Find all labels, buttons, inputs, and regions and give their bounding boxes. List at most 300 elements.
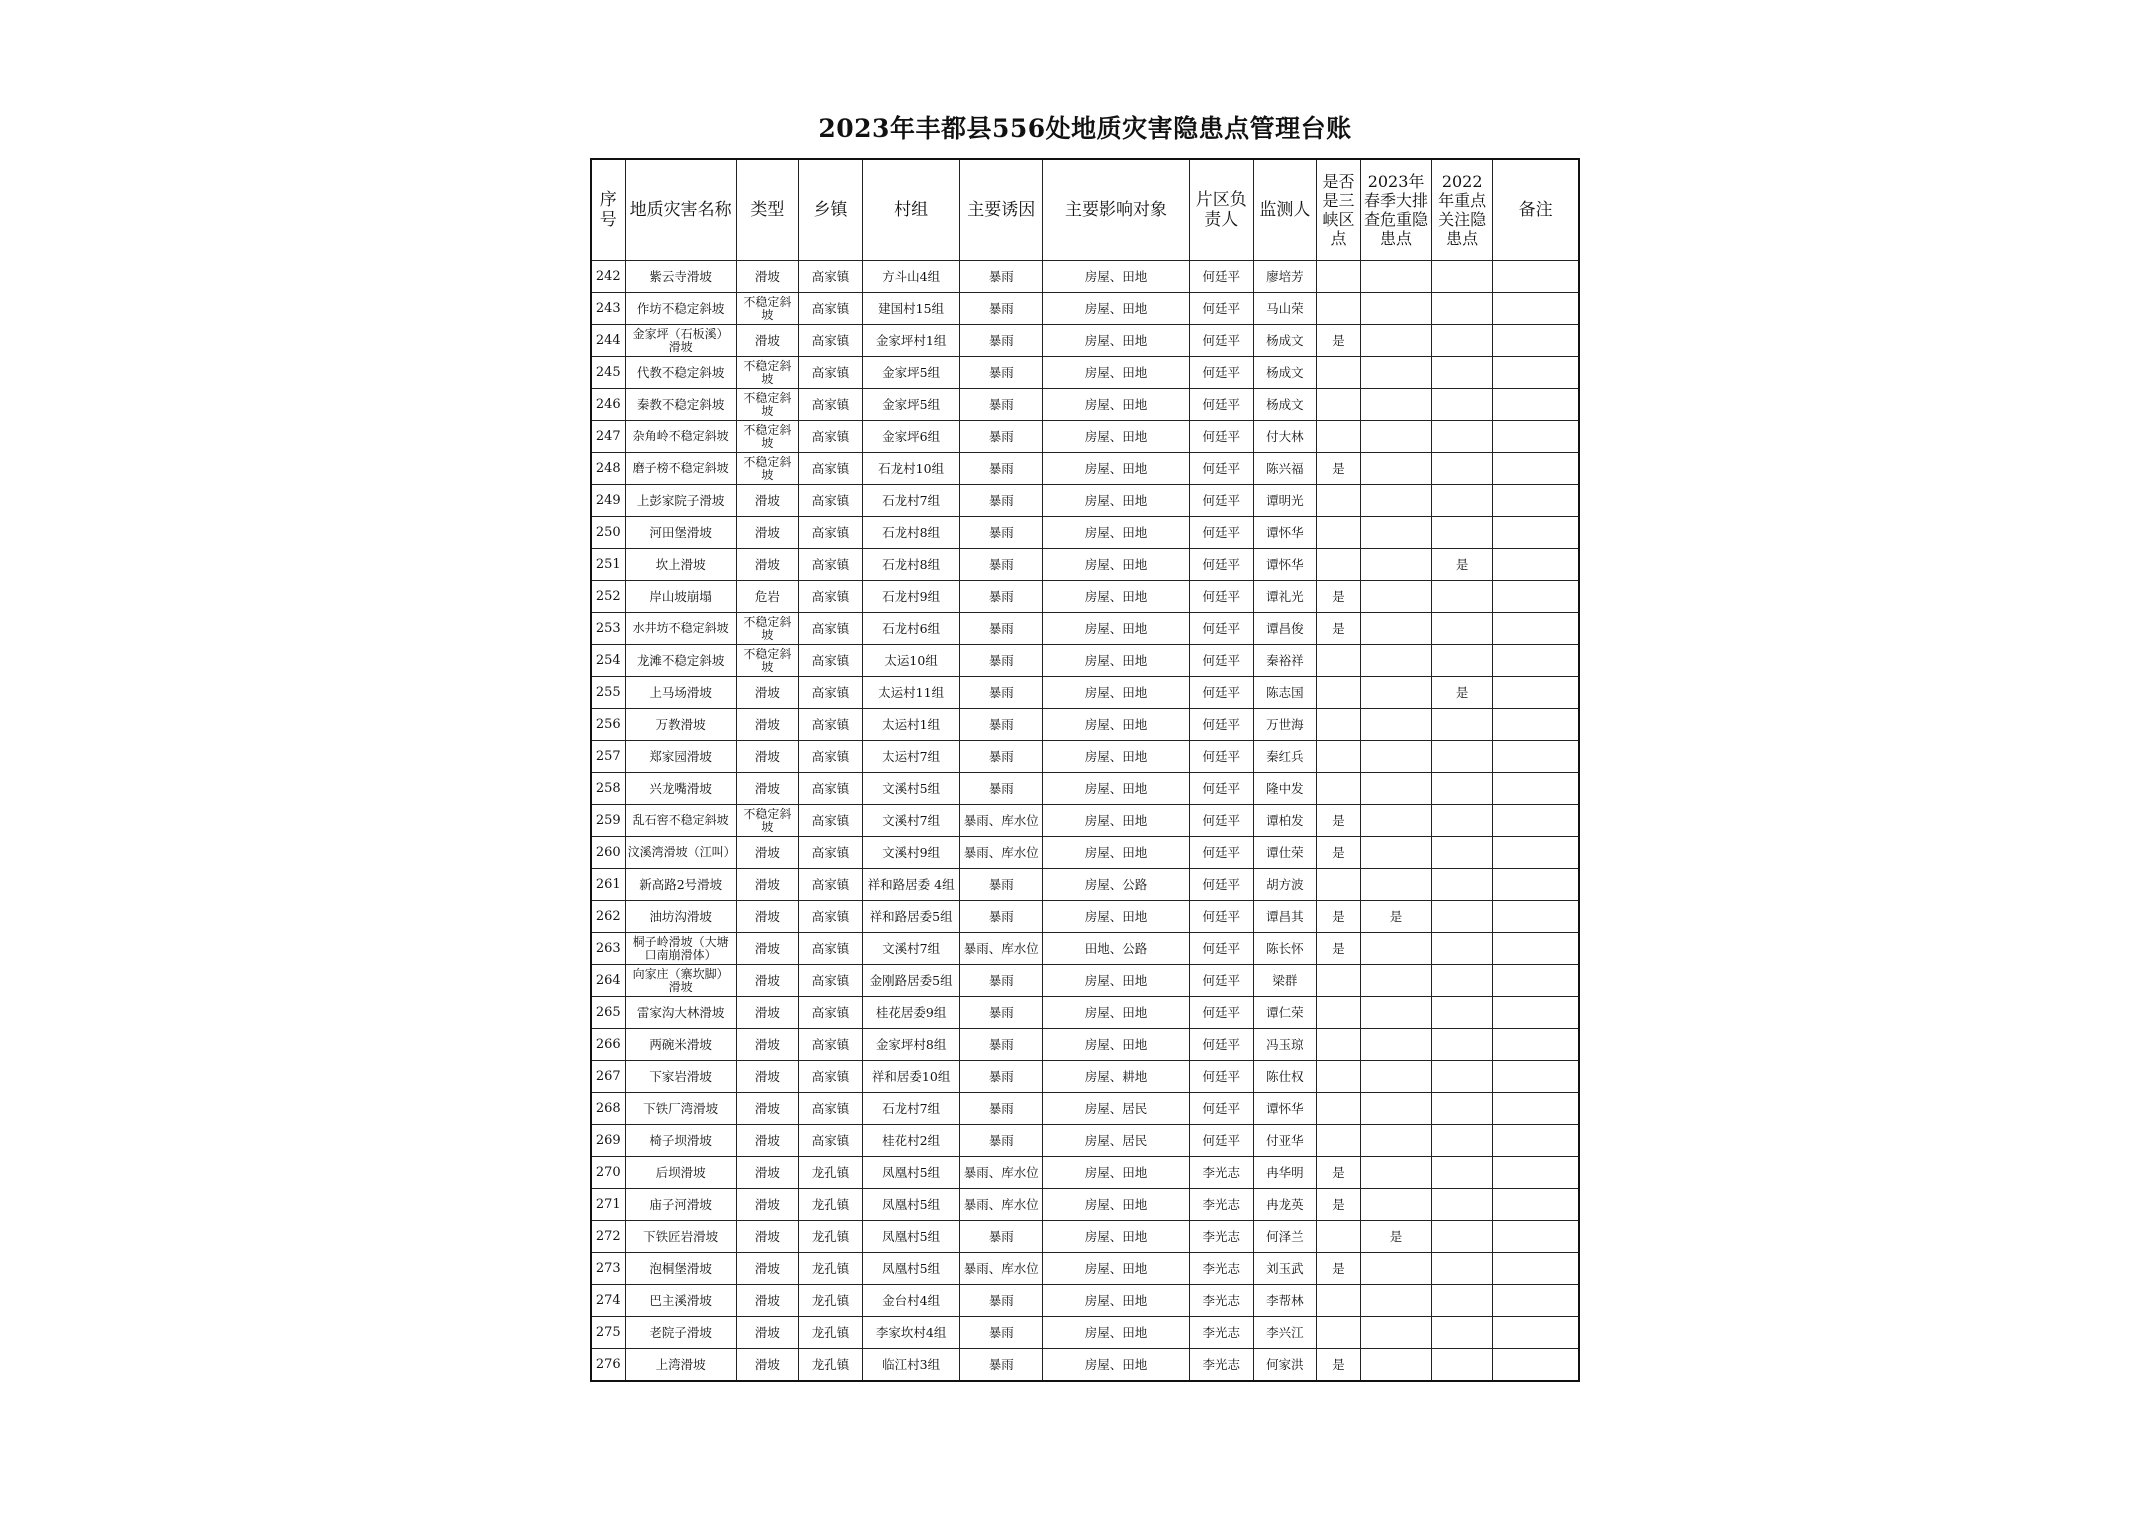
table-row [591, 1221, 1579, 1253]
cell-monitor: 谭怀华 [1253, 1093, 1316, 1125]
cell-township: 高家镇 [798, 261, 862, 293]
cell-monitor: 付大林 [1253, 421, 1316, 453]
cell-three-gorges [1316, 1029, 1360, 1061]
cell-focus-2022 [1432, 997, 1493, 1029]
cell-focus-2022 [1432, 293, 1493, 325]
cell-index: 276 [591, 1349, 625, 1382]
cell-spring-2023-critical [1360, 933, 1431, 965]
cell-township: 龙孔镇 [798, 1317, 862, 1349]
cell-main-cause: 暴雨、库水位 [960, 1157, 1043, 1189]
cell-village-group: 方斗山4组 [863, 261, 960, 293]
cell-main-cause: 暴雨 [960, 901, 1043, 933]
cell-village-group: 太运村1组 [863, 709, 960, 741]
cell-focus-2022 [1432, 773, 1493, 805]
cell-area-manager: 何廷平 [1189, 613, 1253, 645]
cell-three-gorges [1316, 1317, 1360, 1349]
col-header-type: 类型 [736, 159, 798, 261]
cell-affected-objects: 房屋、田地 [1043, 773, 1189, 805]
cell-area-manager: 何廷平 [1189, 549, 1253, 581]
cell-spring-2023-critical [1360, 677, 1431, 709]
cell-three-gorges [1316, 1125, 1360, 1157]
table-row [591, 581, 1579, 613]
cell-affected-objects: 房屋、田地 [1043, 1317, 1189, 1349]
cell-type: 滑坡 [736, 1317, 798, 1349]
cell-hazard-name: 金家坪（石板溪）滑坡 [625, 325, 736, 357]
cell-affected-objects: 房屋、耕地 [1043, 1061, 1189, 1093]
cell-three-gorges [1316, 357, 1360, 389]
cell-index: 251 [591, 549, 625, 581]
cell-hazard-name: 磨子榜不稳定斜坡 [625, 453, 736, 485]
cell-spring-2023-critical [1360, 805, 1431, 837]
cell-index: 268 [591, 1093, 625, 1125]
cell-village-group: 金刚路居委5组 [863, 965, 960, 997]
cell-hazard-name: 下铁匠岩滑坡 [625, 1221, 736, 1253]
cell-affected-objects: 房屋、居民 [1043, 1125, 1189, 1157]
cell-index: 271 [591, 1189, 625, 1221]
cell-area-manager: 何廷平 [1189, 389, 1253, 421]
cell-village-group: 祥和路居委5组 [863, 901, 960, 933]
cell-township: 高家镇 [798, 613, 862, 645]
cell-focus-2022 [1432, 901, 1493, 933]
cell-focus-2022 [1432, 1285, 1493, 1317]
cell-index: 257 [591, 741, 625, 773]
cell-main-cause: 暴雨 [960, 1285, 1043, 1317]
table-row [591, 357, 1579, 389]
cell-area-manager: 何廷平 [1189, 645, 1253, 677]
col-header-spring-2023-critical: 2023年春季大排查危重隐患点 [1360, 159, 1431, 261]
cell-spring-2023-critical [1360, 421, 1431, 453]
cell-focus-2022 [1432, 1061, 1493, 1093]
cell-index: 259 [591, 805, 625, 837]
cell-type: 不稳定斜坡 [736, 389, 798, 421]
cell-remarks [1493, 1125, 1579, 1157]
cell-remarks [1493, 933, 1579, 965]
cell-affected-objects: 田地、公路 [1043, 933, 1189, 965]
cell-affected-objects: 房屋、田地 [1043, 581, 1189, 613]
cell-remarks [1493, 421, 1579, 453]
cell-affected-objects: 房屋、田地 [1043, 1221, 1189, 1253]
cell-township: 高家镇 [798, 325, 862, 357]
cell-area-manager: 李光志 [1189, 1157, 1253, 1189]
cell-area-manager: 李光志 [1189, 1285, 1253, 1317]
cell-township: 高家镇 [798, 517, 862, 549]
cell-remarks [1493, 1349, 1579, 1382]
cell-affected-objects: 房屋、田地 [1043, 741, 1189, 773]
cell-area-manager: 何廷平 [1189, 837, 1253, 869]
table-row [591, 677, 1579, 709]
cell-monitor: 杨成文 [1253, 357, 1316, 389]
cell-type: 不稳定斜坡 [736, 357, 798, 389]
cell-remarks [1493, 1285, 1579, 1317]
cell-area-manager: 何廷平 [1189, 357, 1253, 389]
cell-focus-2022 [1432, 357, 1493, 389]
table-row [591, 1029, 1579, 1061]
cell-focus-2022 [1432, 837, 1493, 869]
cell-affected-objects: 房屋、田地 [1043, 901, 1189, 933]
cell-hazard-name: 椅子坝滑坡 [625, 1125, 736, 1157]
cell-hazard-name: 上马场滑坡 [625, 677, 736, 709]
cell-type: 滑坡 [736, 1157, 798, 1189]
cell-village-group: 凤凰村5组 [863, 1221, 960, 1253]
cell-area-manager: 何廷平 [1189, 325, 1253, 357]
cell-type: 滑坡 [736, 677, 798, 709]
cell-type: 滑坡 [736, 997, 798, 1029]
cell-three-gorges [1316, 1093, 1360, 1125]
cell-hazard-name: 桐子岭滑坡（大塘口南崩滑体） [625, 933, 736, 965]
cell-type: 滑坡 [736, 261, 798, 293]
cell-three-gorges [1316, 549, 1360, 581]
cell-main-cause: 暴雨 [960, 485, 1043, 517]
cell-focus-2022 [1432, 1317, 1493, 1349]
cell-type: 滑坡 [736, 1093, 798, 1125]
cell-monitor: 何泽兰 [1253, 1221, 1316, 1253]
cell-three-gorges [1316, 997, 1360, 1029]
cell-focus-2022 [1432, 1253, 1493, 1285]
cell-monitor: 冯玉琼 [1253, 1029, 1316, 1061]
cell-index: 260 [591, 837, 625, 869]
cell-remarks [1493, 581, 1579, 613]
cell-index: 253 [591, 613, 625, 645]
cell-village-group: 祥和路居委 4组 [863, 869, 960, 901]
cell-main-cause: 暴雨 [960, 645, 1043, 677]
cell-type: 滑坡 [736, 901, 798, 933]
cell-focus-2022 [1432, 1029, 1493, 1061]
cell-three-gorges: 是 [1316, 805, 1360, 837]
cell-type: 滑坡 [736, 1029, 798, 1061]
cell-remarks [1493, 869, 1579, 901]
col-header-three-gorges: 是否是三峡区点 [1316, 159, 1360, 261]
table-row [591, 485, 1579, 517]
cell-township: 龙孔镇 [798, 1349, 862, 1382]
cell-main-cause: 暴雨、库水位 [960, 837, 1043, 869]
cell-township: 高家镇 [798, 389, 862, 421]
cell-village-group: 文溪村7组 [863, 933, 960, 965]
cell-township: 高家镇 [798, 677, 862, 709]
cell-type: 滑坡 [736, 549, 798, 581]
cell-index: 274 [591, 1285, 625, 1317]
cell-monitor: 何家洪 [1253, 1349, 1316, 1382]
cell-remarks [1493, 709, 1579, 741]
cell-three-gorges: 是 [1316, 901, 1360, 933]
cell-hazard-name: 乱石窖不稳定斜坡 [625, 805, 736, 837]
cell-township: 高家镇 [798, 549, 862, 581]
cell-main-cause: 暴雨 [960, 709, 1043, 741]
table-row [591, 1061, 1579, 1093]
cell-township: 龙孔镇 [798, 1285, 862, 1317]
cell-affected-objects: 房屋、田地 [1043, 709, 1189, 741]
cell-three-gorges [1316, 293, 1360, 325]
cell-spring-2023-critical [1360, 837, 1431, 869]
cell-three-gorges [1316, 261, 1360, 293]
cell-focus-2022 [1432, 805, 1493, 837]
cell-focus-2022 [1432, 709, 1493, 741]
cell-index: 248 [591, 453, 625, 485]
cell-index: 256 [591, 709, 625, 741]
cell-focus-2022 [1432, 517, 1493, 549]
cell-affected-objects: 房屋、田地 [1043, 261, 1189, 293]
col-header-hazard-name: 地质灾害名称 [625, 159, 736, 261]
table-row [591, 613, 1579, 645]
cell-monitor: 陈兴福 [1253, 453, 1316, 485]
cell-type: 不稳定斜坡 [736, 613, 798, 645]
cell-type: 滑坡 [736, 517, 798, 549]
cell-village-group: 石龙村8组 [863, 549, 960, 581]
cell-spring-2023-critical [1360, 1093, 1431, 1125]
cell-affected-objects: 房屋、田地 [1043, 549, 1189, 581]
cell-village-group: 建国村15组 [863, 293, 960, 325]
cell-spring-2023-critical [1360, 293, 1431, 325]
cell-monitor: 谭柏发 [1253, 805, 1316, 837]
cell-spring-2023-critical [1360, 965, 1431, 997]
cell-focus-2022 [1432, 453, 1493, 485]
cell-area-manager: 何廷平 [1189, 677, 1253, 709]
cell-township: 龙孔镇 [798, 1189, 862, 1221]
cell-main-cause: 暴雨 [960, 1125, 1043, 1157]
cell-area-manager: 李光志 [1189, 1189, 1253, 1221]
cell-hazard-name: 秦教不稳定斜坡 [625, 389, 736, 421]
cell-affected-objects: 房屋、田地 [1043, 1189, 1189, 1221]
cell-area-manager: 何廷平 [1189, 581, 1253, 613]
document-title: 2023年丰都县556处地质灾害隐患点管理台账 [818, 114, 1352, 143]
cell-remarks [1493, 677, 1579, 709]
table-row [591, 837, 1579, 869]
cell-area-manager: 何廷平 [1189, 933, 1253, 965]
cell-area-manager: 何廷平 [1189, 709, 1253, 741]
cell-spring-2023-critical [1360, 1157, 1431, 1189]
cell-village-group: 凤凰村5组 [863, 1253, 960, 1285]
table-row [591, 325, 1579, 357]
cell-hazard-name: 万教滑坡 [625, 709, 736, 741]
cell-affected-objects: 房屋、田地 [1043, 421, 1189, 453]
cell-main-cause: 暴雨 [960, 1093, 1043, 1125]
cell-village-group: 太运村11组 [863, 677, 960, 709]
cell-three-gorges: 是 [1316, 1157, 1360, 1189]
cell-spring-2023-critical [1360, 1349, 1431, 1382]
cell-monitor: 陈长怀 [1253, 933, 1316, 965]
cell-type: 滑坡 [736, 1189, 798, 1221]
cell-village-group: 文溪村7组 [863, 805, 960, 837]
cell-focus-2022: 是 [1432, 677, 1493, 709]
cell-hazard-name: 后坝滑坡 [625, 1157, 736, 1189]
cell-remarks [1493, 997, 1579, 1029]
cell-focus-2022 [1432, 261, 1493, 293]
cell-village-group: 金家坪6组 [863, 421, 960, 453]
cell-type: 不稳定斜坡 [736, 805, 798, 837]
cell-type: 滑坡 [736, 773, 798, 805]
cell-monitor: 谭明光 [1253, 485, 1316, 517]
cell-hazard-name: 河田堡滑坡 [625, 517, 736, 549]
cell-village-group: 金家坪5组 [863, 389, 960, 421]
table-row [591, 1349, 1579, 1382]
cell-three-gorges: 是 [1316, 933, 1360, 965]
cell-remarks [1493, 485, 1579, 517]
cell-focus-2022: 是 [1432, 549, 1493, 581]
cell-main-cause: 暴雨 [960, 517, 1043, 549]
table-row [591, 421, 1579, 453]
cell-index: 258 [591, 773, 625, 805]
cell-monitor: 廖培芳 [1253, 261, 1316, 293]
cell-spring-2023-critical [1360, 773, 1431, 805]
table-row [591, 261, 1579, 293]
cell-focus-2022 [1432, 1157, 1493, 1189]
col-header-focus-2022: 2022年重点关注隐患点 [1432, 159, 1493, 261]
cell-township: 龙孔镇 [798, 1221, 862, 1253]
cell-hazard-name: 兴龙嘴滑坡 [625, 773, 736, 805]
cell-hazard-name: 杂角岭不稳定斜坡 [625, 421, 736, 453]
cell-remarks [1493, 357, 1579, 389]
cell-type: 不稳定斜坡 [736, 293, 798, 325]
cell-remarks [1493, 1093, 1579, 1125]
cell-spring-2023-critical [1360, 741, 1431, 773]
cell-index: 255 [591, 677, 625, 709]
cell-village-group: 石龙村10组 [863, 453, 960, 485]
cell-village-group: 李家坎村4组 [863, 1317, 960, 1349]
cell-monitor: 冉华明 [1253, 1157, 1316, 1189]
cell-village-group: 石龙村6组 [863, 613, 960, 645]
table-row [591, 1157, 1579, 1189]
cell-index: 266 [591, 1029, 625, 1061]
cell-three-gorges: 是 [1316, 837, 1360, 869]
cell-main-cause: 暴雨 [960, 677, 1043, 709]
cell-spring-2023-critical [1360, 517, 1431, 549]
cell-monitor: 谭怀华 [1253, 517, 1316, 549]
cell-hazard-name: 郑家园滑坡 [625, 741, 736, 773]
cell-main-cause: 暴雨 [960, 1317, 1043, 1349]
cell-area-manager: 何廷平 [1189, 773, 1253, 805]
cell-area-manager: 何廷平 [1189, 741, 1253, 773]
cell-three-gorges [1316, 517, 1360, 549]
cell-township: 高家镇 [798, 421, 862, 453]
table-row [591, 965, 1579, 997]
cell-index: 261 [591, 869, 625, 901]
table-row [591, 741, 1579, 773]
cell-spring-2023-critical [1360, 1285, 1431, 1317]
cell-area-manager: 何廷平 [1189, 869, 1253, 901]
cell-three-gorges [1316, 741, 1360, 773]
cell-main-cause: 暴雨 [960, 357, 1043, 389]
cell-affected-objects: 房屋、田地 [1043, 965, 1189, 997]
cell-hazard-name: 老院子滑坡 [625, 1317, 736, 1349]
cell-hazard-name: 坎上滑坡 [625, 549, 736, 581]
cell-affected-objects: 房屋、田地 [1043, 389, 1189, 421]
cell-village-group: 凤凰村5组 [863, 1157, 960, 1189]
cell-township: 高家镇 [798, 869, 862, 901]
cell-monitor: 胡方波 [1253, 869, 1316, 901]
cell-affected-objects: 房屋、田地 [1043, 293, 1189, 325]
cell-village-group: 太运10组 [863, 645, 960, 677]
cell-monitor: 秦裕祥 [1253, 645, 1316, 677]
cell-focus-2022 [1432, 1349, 1493, 1382]
cell-main-cause: 暴雨 [960, 293, 1043, 325]
cell-index: 270 [591, 1157, 625, 1189]
cell-index: 273 [591, 1253, 625, 1285]
cell-focus-2022 [1432, 389, 1493, 421]
cell-area-manager: 何廷平 [1189, 421, 1253, 453]
cell-three-gorges [1316, 1285, 1360, 1317]
cell-spring-2023-critical [1360, 1317, 1431, 1349]
header-row [591, 159, 1579, 261]
cell-hazard-name: 雷家沟大林滑坡 [625, 997, 736, 1029]
cell-spring-2023-critical [1360, 261, 1431, 293]
cell-hazard-name: 代教不稳定斜坡 [625, 357, 736, 389]
cell-main-cause: 暴雨 [960, 741, 1043, 773]
cell-spring-2023-critical [1360, 1253, 1431, 1285]
cell-monitor: 隆中发 [1253, 773, 1316, 805]
cell-township: 高家镇 [798, 581, 862, 613]
cell-monitor: 杨成文 [1253, 389, 1316, 421]
cell-village-group: 石龙村9组 [863, 581, 960, 613]
cell-area-manager: 何廷平 [1189, 1093, 1253, 1125]
cell-monitor: 冉龙英 [1253, 1189, 1316, 1221]
cell-index: 264 [591, 965, 625, 997]
cell-monitor: 马山荣 [1253, 293, 1316, 325]
col-header-village-group: 村组 [863, 159, 960, 261]
table-row [591, 997, 1579, 1029]
cell-remarks [1493, 741, 1579, 773]
cell-focus-2022 [1432, 421, 1493, 453]
table-row [591, 1125, 1579, 1157]
cell-hazard-name: 水井坊不稳定斜坡 [625, 613, 736, 645]
cell-township: 高家镇 [798, 645, 862, 677]
cell-affected-objects: 房屋、田地 [1043, 517, 1189, 549]
table-row [591, 869, 1579, 901]
cell-area-manager: 李光志 [1189, 1317, 1253, 1349]
cell-monitor: 谭昌其 [1253, 901, 1316, 933]
cell-type: 滑坡 [736, 1253, 798, 1285]
cell-area-manager: 何廷平 [1189, 1125, 1253, 1157]
cell-village-group: 石龙村8组 [863, 517, 960, 549]
cell-hazard-name: 上湾滑坡 [625, 1349, 736, 1382]
col-header-township: 乡镇 [798, 159, 862, 261]
cell-village-group: 文溪村9组 [863, 837, 960, 869]
cell-affected-objects: 房屋、田地 [1043, 357, 1189, 389]
cell-type: 滑坡 [736, 869, 798, 901]
cell-township: 高家镇 [798, 741, 862, 773]
cell-affected-objects: 房屋、田地 [1043, 997, 1189, 1029]
cell-monitor: 陈志国 [1253, 677, 1316, 709]
cell-spring-2023-critical [1360, 485, 1431, 517]
cell-focus-2022 [1432, 613, 1493, 645]
cell-village-group: 金家坪村1组 [863, 325, 960, 357]
cell-focus-2022 [1432, 1093, 1493, 1125]
cell-index: 265 [591, 997, 625, 1029]
cell-township: 高家镇 [798, 1061, 862, 1093]
cell-type: 滑坡 [736, 933, 798, 965]
cell-spring-2023-critical [1360, 1029, 1431, 1061]
cell-area-manager: 何廷平 [1189, 293, 1253, 325]
cell-affected-objects: 房屋、公路 [1043, 869, 1189, 901]
col-header-affected-objects: 主要影响对象 [1043, 159, 1189, 261]
cell-village-group: 桂花居委9组 [863, 997, 960, 1029]
cell-remarks [1493, 389, 1579, 421]
cell-area-manager: 李光志 [1189, 1349, 1253, 1382]
cell-main-cause: 暴雨、库水位 [960, 1189, 1043, 1221]
cell-index: 263 [591, 933, 625, 965]
table-row [591, 1317, 1579, 1349]
cell-hazard-name: 庙子河滑坡 [625, 1189, 736, 1221]
cell-remarks [1493, 1317, 1579, 1349]
cell-index: 242 [591, 261, 625, 293]
cell-index: 246 [591, 389, 625, 421]
cell-remarks [1493, 261, 1579, 293]
cell-monitor: 杨成文 [1253, 325, 1316, 357]
cell-main-cause: 暴雨 [960, 997, 1043, 1029]
cell-village-group: 临江村3组 [863, 1349, 960, 1382]
cell-monitor: 万世海 [1253, 709, 1316, 741]
cell-main-cause: 暴雨 [960, 1029, 1043, 1061]
cell-type: 滑坡 [736, 1349, 798, 1382]
cell-township: 高家镇 [798, 1093, 862, 1125]
